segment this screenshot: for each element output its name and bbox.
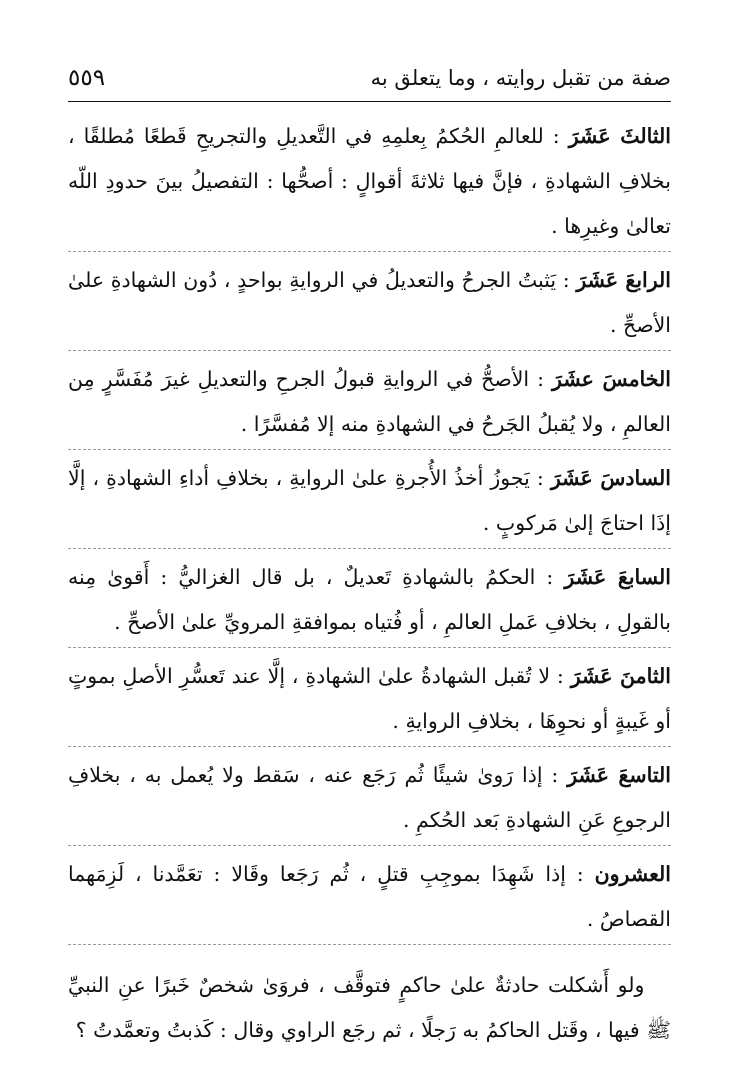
rule-text: : إذا شَهِدَا بموجِبِ قتلٍ ، ثُم رَجَعا وقَالا : تعَمَّدنا ، لَزِمَهما القصاصُ . — [68, 862, 671, 931]
running-head: صفة من تقبل روايته ، وما يتعلق به — [370, 66, 671, 90]
rule-label: الثالثَ عَشَرَ — [568, 124, 671, 148]
rule-14 — [68, 252, 671, 351]
page-number: ٥٥٩ — [68, 65, 106, 91]
rule-label: الخامسَ عشَرَ — [552, 367, 671, 391]
rule-17 — [68, 549, 671, 648]
rule-text: : الحكمُ بالشهادةِ تَعديلٌ ، بل قال الغزاليُّ : أَقوىٰ مِنه بالقولِ ، بخلافِ عَملِ العالمِ ، أو فُتياه بموافقةِ المرويِّ علىٰ الأصحِّ . — [68, 565, 671, 634]
rule-text: : يَثبتُ الجرحُ والتعديلُ في الروايةِ بواحدٍ ، دُون الشهادةِ علىٰ الأصحِّ . — [68, 268, 671, 337]
rule-13 — [68, 108, 671, 252]
header-rule — [68, 101, 671, 102]
page-body — [68, 108, 671, 1053]
rule-16 — [68, 450, 671, 549]
rule-20 — [68, 846, 671, 945]
rule-15 — [68, 351, 671, 450]
closing-paragraph: ولو أَشكلت حادثةٌ علىٰ حاكمٍ فتوقَّف ، فروَىٰ شخصٌ خَبرًا عنِ النبيِّ ﷺ فيها ، وقَتل الحاكمُ به رَجلًا ، ثم رجَع الراوي وقال : كَذبتُ وتعمَّدتُ ؟ — [68, 973, 671, 1042]
rule-label: التاسعَ عَشَرَ — [567, 763, 671, 787]
rule-label: الثامنَ عَشَرَ — [570, 664, 671, 688]
rule-text: : الأصحُّ في الروايةِ قبولُ الجرحِ والتعديلِ غيرَ مُفَسَّرٍ مِن العالمِ ، ولا يُقبلُ الجَرحُ في الشهادةِ منه إلا مُفسَّرًا . — [68, 367, 671, 436]
rule-label: السابعَ عَشَرَ — [564, 565, 671, 589]
rule-text: : إذا رَوىٰ شيئًا ثُم رَجَع عنه ، سَقط ولا يُعمل به ، بخلافِ الرجوعِ عَنِ الشهادةِ بَعد الحُكمِ . — [68, 763, 671, 832]
rule-text: : يَجوزُ أخذُ الأُجرةِ علىٰ الروايةِ ، بخلافِ أداءِ الشهادةِ ، إلَّا إذَا احتاجَ إلىٰ مَركوبٍ . — [68, 466, 671, 535]
page-header — [68, 58, 671, 98]
rule-19 — [68, 747, 671, 846]
rule-text: : لا تُقبل الشهادةُ علىٰ الشهادةِ ، إلَّا عند تَعسُّرِ الأصلِ بموتٍ أو غَيبةٍ أو نحوِهَا ، بخلافِ الروايةِ . — [68, 664, 671, 733]
rule-label: الرابعَ عَشَرَ — [576, 268, 671, 292]
rule-label: السادسَ عَشَرَ — [550, 466, 671, 490]
rule-18 — [68, 648, 671, 747]
rule-label: العشرون — [594, 862, 671, 886]
rule-text: : للعالمِ الحُكمُ بِعلمِهِ في التَّعديلِ والتجريحِ قَطعًا مُطلقًا ، بخلافِ الشهادةِ ، فإنَّ فيها ثلاثةَ أقوالٍ : أصحُّها : التفصيلُ بينَ حدودِ اللّه تعالىٰ وغيرِها . — [68, 124, 671, 238]
